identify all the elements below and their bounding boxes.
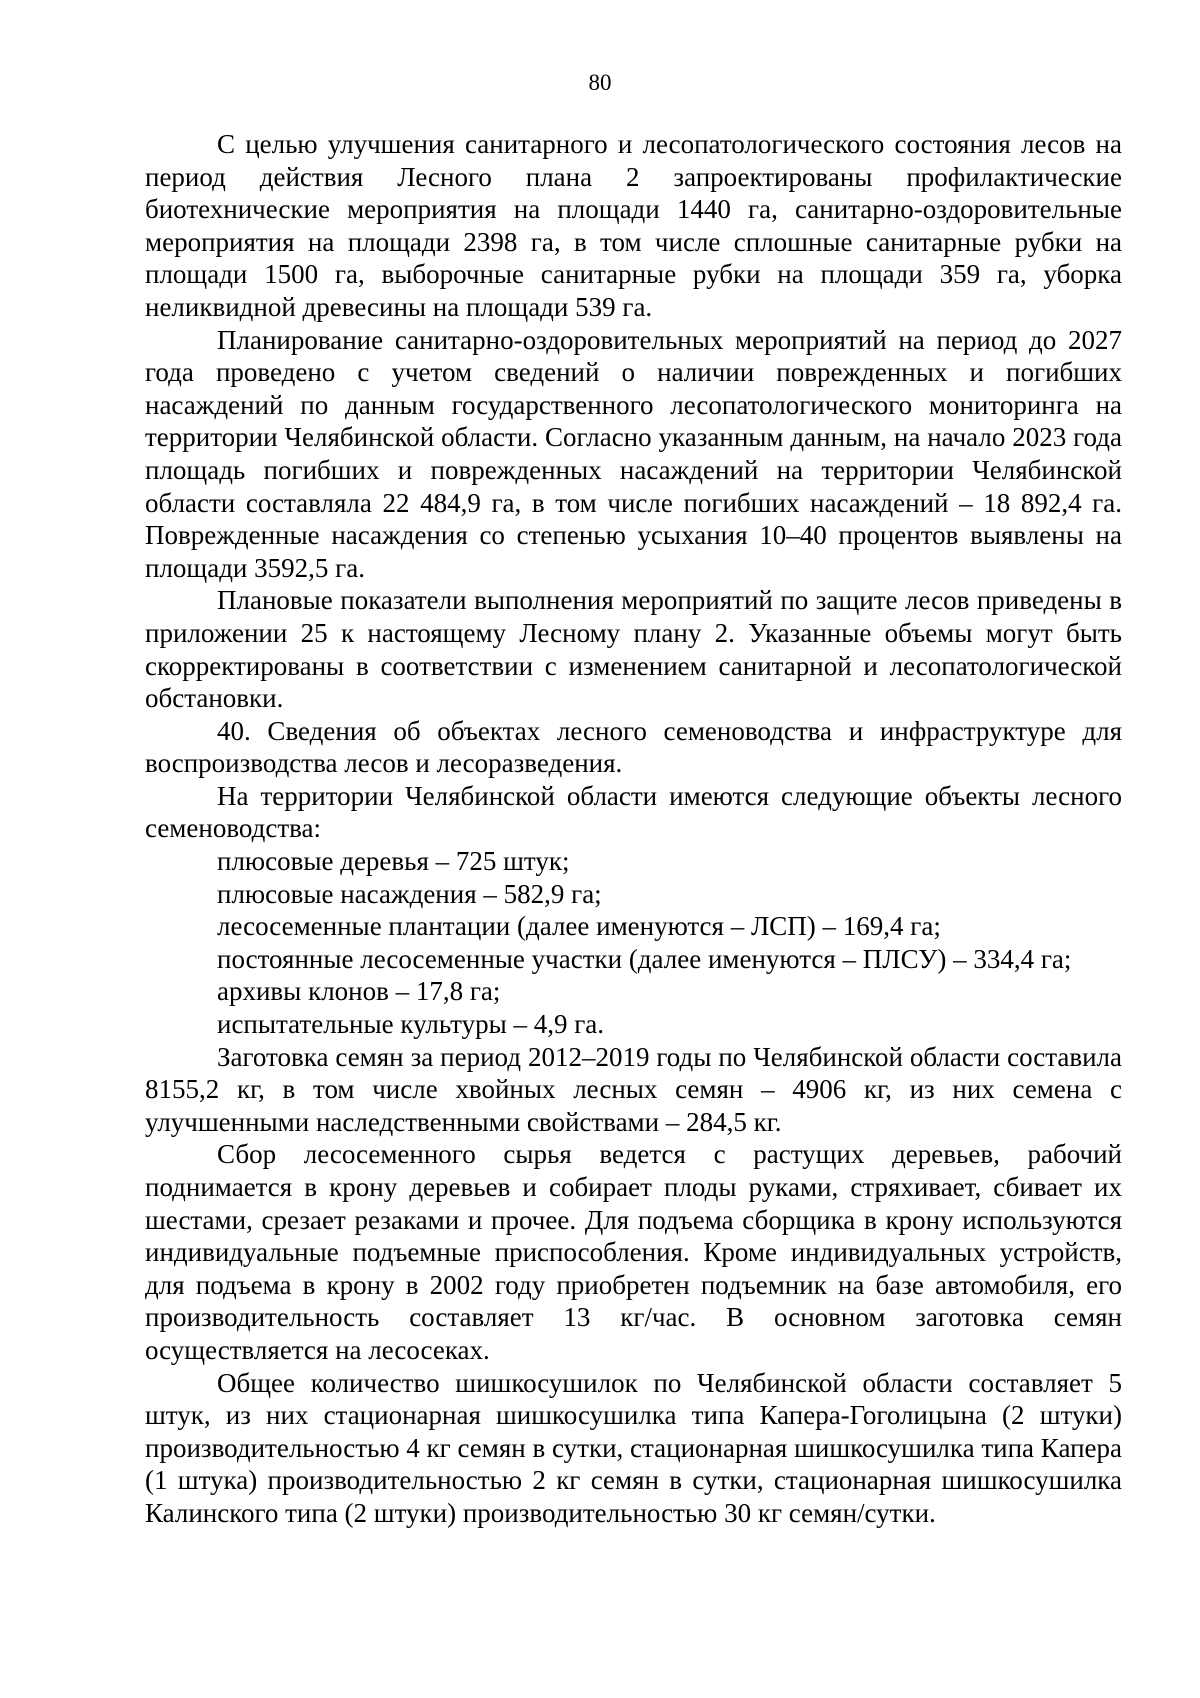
list-item: плюсовые деревья – 725 штук; <box>217 846 570 877</box>
list-item: плюсовые насаждения – 582,9 га; <box>217 878 602 909</box>
list-item: архивы клонов – 17,8 га; <box>217 976 501 1007</box>
paragraph-plan-indicators: Плановые показатели выполнения мероприятий по защите лесов приведены в приложении 25 к настоящему Лесному плану 2. Указанные объемы могут быть скорректированы в соответствии с изменением санитарной и лесопатологической обстановки. <box>145 585 1122 714</box>
section-heading-40: 40. Сведения об объектах лесного семеноводства и инфраструктуре для воспроизводства лесов и лесоразведения. <box>145 715 1122 779</box>
document-body <box>145 128 1122 1530</box>
list-item: постоянные лесосеменные участки (далее именуются – ПЛСУ) – 334,4 га; <box>217 943 1072 974</box>
paragraph-sanitary-measures: С целью улучшения санитарного и лесопатологического состояния лесов на период действия Лесного плана 2 запроектированы профилактические биотехнические мероприятия на площади 1440 га, санитарно-оздоровительные мероприятия на площади 2398 га, в том числе сплошные санитарные рубки на площади 1500 га, выборочные санитарные рубки на площади 359 га, уборка неликвидной древесины на площади 539 га. <box>145 129 1122 322</box>
page-number: 80 <box>588 70 612 95</box>
list-item: испытательные культуры – 4,9 га. <box>217 1009 605 1040</box>
paragraph-planning: Планирование санитарно-оздоровительных мероприятий на период до 2027 года проведено с учетом сведений о наличии поврежденных и погибших насаждений по данным государственного лесопатологического мониторинга на территории Челябинской области. Согласно указанным данным, на начало 2023 года площадь погибших и поврежденных насаждений на территории Челябинской области составляла 22 484,9 га, в том числе погибших насаждений – 18 892,4 га. Поврежденные насаждения со степенью усыхания 10–40 процентов выявлены на площади 3592,5 га. <box>145 324 1122 583</box>
paragraph-seed-collection: Сбор лесосеменного сырья ведется с растущих деревьев, рабочий поднимается в крону деревьев и собирает плоды руками, стряхивает, сбивает их шестами, срезает резаками и прочее. Для подъема сборщика в крону используются индивидуальные подъемные приспособления. Кроме индивидуальных устройств, для подъема в крону в 2002 году приобретен подъемник на базе автомобиля, его производительность составляет 13 кг/час. В основном заготовка семян осуществляется на лесосеках. <box>145 1139 1122 1365</box>
list-item: лесосеменные плантации (далее именуются – ЛСП) – 169,4 га; <box>217 911 941 942</box>
paragraph-cone-dryers: Общее количество шишкосушилок по Челябинской области составляет 5 штук, из них стационарная шишкосушилка типа Капера-Гоголицына (2 штуки) производительностью 4 кг семян в сутки, стационарная шишкосушилка типа Капера (1 штука) производительностью 2 кг семян в сутки, стационарная шишкосушилка Калинского типа (2 штуки) производительностью 30 кг семян/сутки. <box>145 1367 1122 1528</box>
paragraph-seed-harvest: Заготовка семян за период 2012–2019 годы по Челябинской области составила 8155,2 кг, в том числе хвойных лесных семян – 4906 кг, из них семена с улучшенными наследственными свойствами – 284,5 кг. <box>145 1041 1122 1137</box>
paragraph-seed-objects-intro: На территории Челябинской области имеются следующие объекты лесного семеноводства: <box>145 780 1122 844</box>
